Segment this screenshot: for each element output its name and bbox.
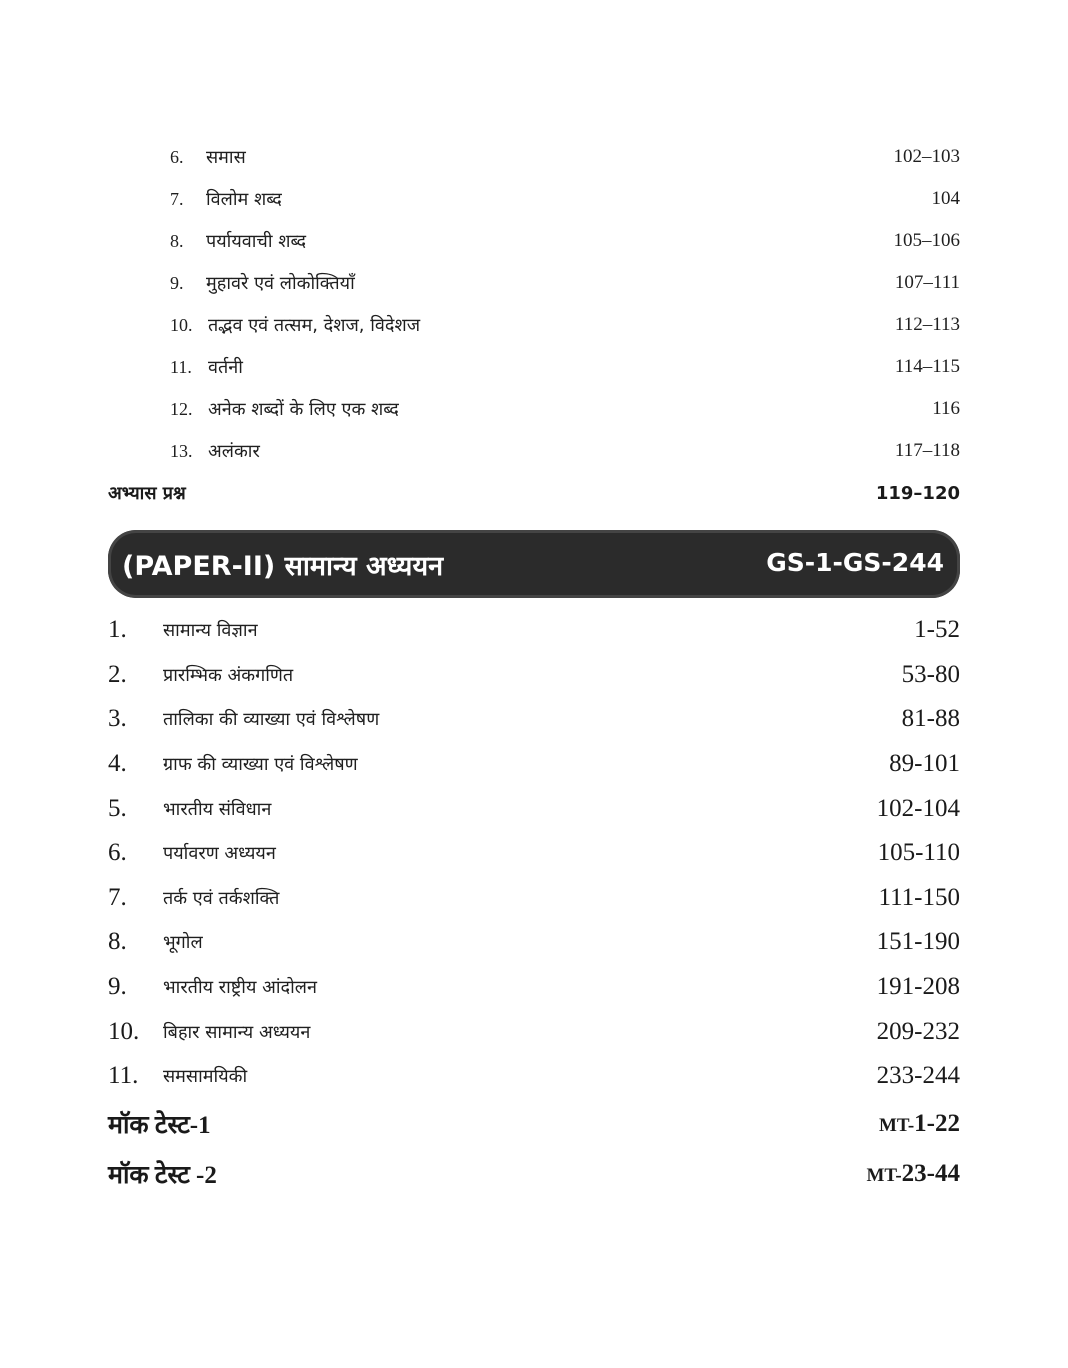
toc-row (108, 1054, 960, 1099)
toc-number: 11. (108, 1062, 139, 1090)
mock-test-title: मॉक टेस्ट-1 (108, 1111, 211, 1139)
toc-title: भारतीय संविधान (163, 798, 272, 820)
toc-title: विलोम शब्द (206, 189, 282, 210)
toc-row (108, 220, 960, 262)
mock-test-pages (866, 1160, 960, 1188)
mock-test-pages (879, 1110, 960, 1138)
toc-number: 3. (108, 705, 127, 733)
toc-row (108, 653, 960, 698)
toc-number: 12. (170, 398, 193, 419)
toc-number: 1. (108, 616, 127, 644)
toc-pages: 1-52 (914, 616, 960, 644)
toc-pages: 114–115 (894, 356, 960, 377)
toc-row (108, 965, 960, 1010)
toc-row (108, 786, 960, 831)
toc-row (108, 831, 960, 876)
toc-pages: 111-150 (878, 883, 960, 911)
mock-test-range: 23-44 (901, 1159, 960, 1187)
toc-row (108, 136, 960, 178)
toc-pages: 151-190 (876, 928, 960, 956)
practice-questions-row (108, 472, 960, 514)
toc-number: 8. (170, 230, 184, 251)
mock-test-row (108, 1099, 960, 1149)
mock-test-title: मॉक टेस्ट -2 (108, 1161, 217, 1189)
toc-pages: 105–106 (893, 230, 960, 251)
toc-number: 5. (108, 794, 127, 822)
toc-number: 8. (108, 928, 127, 956)
toc-title: ग्राफ की व्याख्या एवं विश्लेषण (163, 754, 358, 776)
toc-row (108, 608, 960, 653)
toc-pages: 102–103 (893, 146, 960, 167)
toc-pages: 233-244 (876, 1062, 960, 1090)
toc-title: वर्तनी (208, 357, 243, 378)
toc-row (108, 178, 960, 220)
banner-title: (PAPER-II) सामान्य अध्ययन (122, 551, 444, 582)
toc-row (108, 697, 960, 742)
toc-number: 13. (170, 440, 193, 461)
toc-pages: 89-101 (889, 750, 960, 778)
toc-number: 7. (170, 188, 184, 209)
toc-title: पर्यायवाची शब्द (206, 231, 307, 252)
toc-pages: 107–111 (894, 272, 960, 293)
banner-page-range: GS-1-GS-244 (766, 548, 944, 577)
toc-pages: 81-88 (901, 705, 960, 733)
toc-number: 10. (108, 1017, 140, 1045)
practice-pages: 119–120 (875, 482, 960, 504)
toc-title: सामान्य विज्ञान (163, 620, 258, 642)
toc-title: तद्भव एवं तत्सम, देशज, विदेशज (208, 315, 421, 336)
toc-pages: 191-208 (876, 973, 960, 1001)
toc-title: तर्क एवं तर्कशक्ति (163, 887, 280, 909)
paper-ii-banner (108, 530, 960, 598)
mock-test-range: 1-22 (914, 1109, 960, 1137)
toc-title: अलंकार (208, 441, 260, 462)
toc-title: बिहार सामान्य अध्ययन (163, 1021, 311, 1043)
general-studies-contents-list (108, 608, 960, 1199)
toc-number: 9. (170, 272, 184, 293)
toc-row (108, 262, 960, 304)
toc-title: भूगोल (163, 932, 203, 954)
toc-title: मुहावरे एवं लोकोक्तियाँ (206, 273, 355, 294)
toc-row (108, 430, 960, 472)
toc-number: 4. (108, 750, 127, 778)
toc-row (108, 346, 960, 388)
toc-number: 7. (108, 883, 127, 911)
toc-pages: 102-104 (876, 794, 960, 822)
toc-row (108, 304, 960, 346)
toc-pages: 53-80 (901, 660, 960, 688)
toc-title: अनेक शब्दों के लिए एक शब्द (208, 399, 399, 420)
mock-test-row (108, 1149, 960, 1199)
toc-number: 10. (170, 314, 193, 335)
toc-pages: 105-110 (877, 839, 960, 867)
toc-number: 6. (170, 146, 184, 167)
toc-pages: 209-232 (876, 1017, 960, 1045)
mock-test-prefix: MT- (866, 1164, 902, 1186)
toc-pages: 104 (931, 188, 960, 209)
toc-number: 11. (170, 356, 192, 377)
toc-row (108, 920, 960, 965)
toc-number: 6. (108, 839, 127, 867)
toc-row (108, 742, 960, 787)
toc-title: भारतीय राष्ट्रीय आंदोलन (163, 977, 317, 999)
toc-number: 9. (108, 973, 127, 1001)
hindi-contents-list (108, 136, 960, 514)
toc-row (108, 876, 960, 921)
toc-row (108, 388, 960, 430)
toc-pages: 112–113 (894, 314, 960, 335)
toc-title: समसामयिकी (163, 1066, 248, 1088)
toc-title: पर्यावरण अध्ययन (163, 843, 276, 865)
mock-test-prefix: MT- (878, 1114, 915, 1136)
toc-number: 2. (108, 660, 127, 688)
toc-row (108, 1009, 960, 1054)
toc-title: तालिका की व्याख्या एवं विश्लेषण (163, 709, 380, 731)
toc-title: समास (206, 147, 246, 168)
toc-title: प्रारम्भिक अंकगणित (163, 664, 294, 686)
toc-pages: 116 (932, 398, 960, 419)
toc-pages: 117–118 (894, 440, 960, 461)
practice-title: अभ्यास प्रश्न (108, 483, 186, 504)
